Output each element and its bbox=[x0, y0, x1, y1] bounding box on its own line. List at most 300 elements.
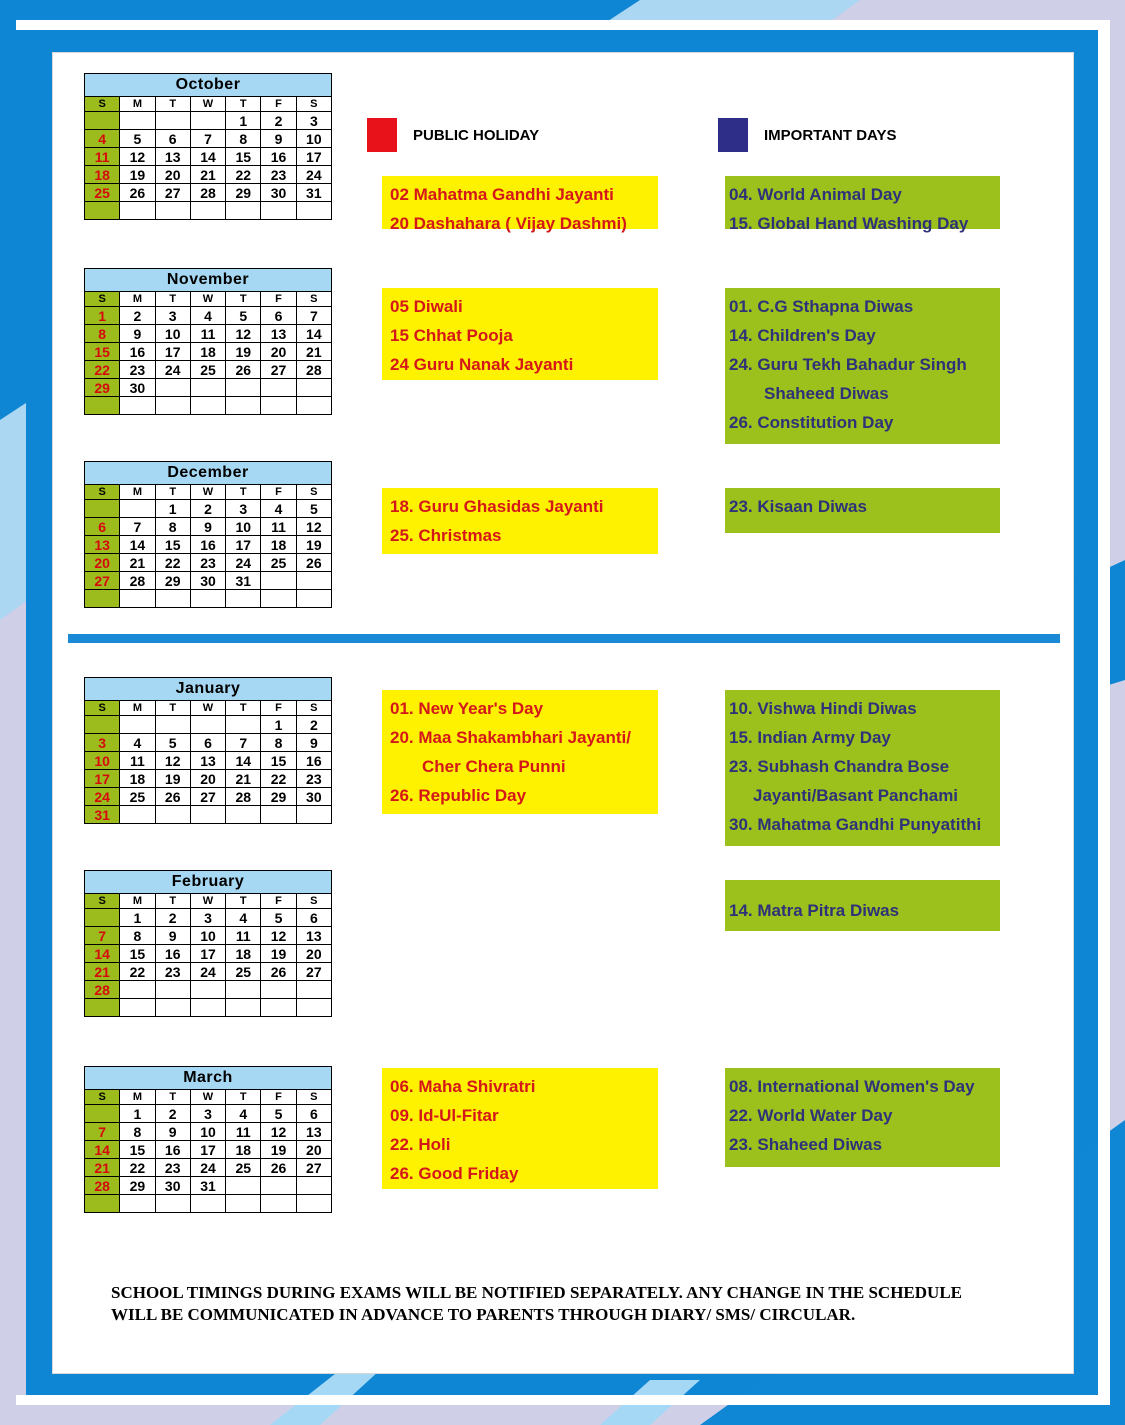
day-cell: 4 bbox=[190, 307, 225, 325]
week-row bbox=[85, 752, 332, 770]
important-day-item: Shaheed Diwas bbox=[764, 384, 889, 403]
holiday-item: 05 Diwali bbox=[390, 297, 463, 316]
holiday-item: 24 Guru Nanak Jayanti bbox=[390, 355, 574, 374]
holiday-item: 18. Guru Ghasidas Jayanti bbox=[390, 497, 604, 516]
day-cell: 13 bbox=[85, 536, 120, 554]
day-cell: 25 bbox=[85, 184, 120, 202]
day-cell bbox=[120, 806, 155, 824]
day-cell: 11 bbox=[226, 1123, 261, 1141]
day-cell: 28 bbox=[85, 1177, 120, 1195]
day-cell: 5 bbox=[296, 500, 331, 518]
day-cell: 7 bbox=[85, 927, 120, 945]
week-row bbox=[85, 1141, 332, 1159]
holiday-item: 02 Mahatma Gandhi Jayanti bbox=[390, 185, 614, 204]
day-cell: 29 bbox=[120, 1177, 155, 1195]
weekday-header: W bbox=[190, 485, 225, 500]
month-title: March bbox=[85, 1067, 332, 1090]
holiday-item: 26. Good Friday bbox=[390, 1164, 519, 1183]
day-cell: 19 bbox=[120, 166, 155, 184]
day-cell: 16 bbox=[155, 945, 190, 963]
day-cell: 26 bbox=[120, 184, 155, 202]
day-cell: 17 bbox=[190, 1141, 225, 1159]
weekday-header: S bbox=[85, 97, 120, 112]
day-cell: 5 bbox=[261, 909, 296, 927]
day-cell: 3 bbox=[85, 734, 120, 752]
weekday-header: M bbox=[120, 292, 155, 307]
day-cell: 6 bbox=[155, 130, 190, 148]
day-cell: 16 bbox=[120, 343, 155, 361]
important-days-box-january bbox=[725, 690, 1000, 846]
day-cell: 10 bbox=[155, 325, 190, 343]
red-swatch-icon bbox=[367, 118, 397, 152]
day-cell bbox=[261, 999, 296, 1017]
day-cell bbox=[85, 397, 120, 415]
day-cell bbox=[190, 981, 225, 999]
day-cell: 6 bbox=[296, 1105, 331, 1123]
section-divider bbox=[68, 634, 1060, 643]
day-cell bbox=[190, 806, 225, 824]
day-cell bbox=[226, 716, 261, 734]
important-days-box-october bbox=[725, 176, 1000, 233]
day-cell bbox=[261, 572, 296, 590]
day-cell: 31 bbox=[190, 1177, 225, 1195]
week-row bbox=[85, 590, 332, 608]
day-cell bbox=[226, 379, 261, 397]
week-row bbox=[85, 148, 332, 166]
day-cell bbox=[120, 981, 155, 999]
holiday-item: 20. Maa Shakambhari Jayanti/ bbox=[390, 728, 631, 747]
important-day-item: 08. International Women's Day bbox=[729, 1077, 975, 1096]
important-day-item: 30. Mahatma Gandhi Punyatithi bbox=[729, 815, 982, 834]
day-cell: 4 bbox=[120, 734, 155, 752]
day-cell: 20 bbox=[155, 166, 190, 184]
day-cell: 24 bbox=[190, 963, 225, 981]
day-cell: 21 bbox=[296, 343, 331, 361]
day-cell: 8 bbox=[85, 325, 120, 343]
day-cell bbox=[190, 202, 225, 220]
day-cell: 31 bbox=[296, 184, 331, 202]
day-cell: 11 bbox=[190, 325, 225, 343]
calendar-october bbox=[84, 73, 332, 220]
day-cell bbox=[85, 500, 120, 518]
day-cell: 25 bbox=[261, 554, 296, 572]
weekday-header: S bbox=[296, 701, 331, 716]
day-cell: 2 bbox=[120, 307, 155, 325]
day-cell: 1 bbox=[226, 112, 261, 130]
important-day-item: 23. Subhash Chandra Bose bbox=[729, 757, 950, 776]
day-cell: 26 bbox=[155, 788, 190, 806]
month-title: October bbox=[85, 74, 332, 97]
day-cell: 12 bbox=[120, 148, 155, 166]
day-cell: 13 bbox=[261, 325, 296, 343]
day-cell: 21 bbox=[120, 554, 155, 572]
day-cell: 28 bbox=[296, 361, 331, 379]
important-day-item: 01. C.G Sthapna Diwas bbox=[729, 297, 914, 316]
day-cell: 17 bbox=[296, 148, 331, 166]
footer-note bbox=[111, 1282, 1031, 1326]
legend-public-holiday bbox=[367, 118, 539, 152]
week-row bbox=[85, 518, 332, 536]
weekday-header: S bbox=[85, 1090, 120, 1105]
week-row bbox=[85, 166, 332, 184]
weekday-header: T bbox=[155, 292, 190, 307]
day-cell: 12 bbox=[261, 1123, 296, 1141]
day-cell: 30 bbox=[261, 184, 296, 202]
footer-note-line-2: WILL BE COMMUNICATED IN ADVANCE TO PARENTS THROUGH DIARY/ SMS/ CIRCULAR. bbox=[111, 1305, 856, 1324]
month-title: January bbox=[85, 678, 332, 701]
day-cell: 10 bbox=[226, 518, 261, 536]
calendar-november bbox=[84, 268, 332, 415]
weekday-header: S bbox=[85, 701, 120, 716]
week-row bbox=[85, 927, 332, 945]
weekday-header: T bbox=[155, 97, 190, 112]
day-cell: 7 bbox=[120, 518, 155, 536]
day-cell: 9 bbox=[190, 518, 225, 536]
day-cell: 6 bbox=[261, 307, 296, 325]
day-cell bbox=[85, 716, 120, 734]
legend-label-public-holiday: PUBLIC HOLIDAY bbox=[413, 126, 540, 144]
holiday-item: 25. Christmas bbox=[390, 526, 502, 545]
day-cell: 9 bbox=[120, 325, 155, 343]
day-cell: 10 bbox=[296, 130, 331, 148]
weekday-header: F bbox=[261, 701, 296, 716]
weekday-header: S bbox=[85, 485, 120, 500]
weekday-header: T bbox=[226, 97, 261, 112]
day-cell: 14 bbox=[120, 536, 155, 554]
holiday-item: 26. Republic Day bbox=[390, 786, 527, 805]
day-cell: 27 bbox=[85, 572, 120, 590]
weekday-header: M bbox=[120, 97, 155, 112]
important-day-item: 04. World Animal Day bbox=[729, 185, 902, 204]
day-cell bbox=[296, 806, 331, 824]
day-cell: 22 bbox=[226, 166, 261, 184]
day-cell: 7 bbox=[296, 307, 331, 325]
important-day-item: 24. Guru Tekh Bahadur Singh bbox=[729, 355, 967, 374]
legend-important-days bbox=[718, 118, 897, 152]
important-day-item: 26. Constitution Day bbox=[729, 413, 894, 432]
day-cell: 11 bbox=[85, 148, 120, 166]
holidays-box-october bbox=[382, 176, 658, 233]
day-cell: 28 bbox=[85, 981, 120, 999]
day-cell: 29 bbox=[155, 572, 190, 590]
day-cell: 1 bbox=[120, 909, 155, 927]
day-cell: 24 bbox=[155, 361, 190, 379]
day-cell bbox=[120, 500, 155, 518]
week-row bbox=[85, 361, 332, 379]
weekday-header: F bbox=[261, 485, 296, 500]
weekday-header: T bbox=[155, 485, 190, 500]
day-cell: 18 bbox=[85, 166, 120, 184]
holidays-box-january bbox=[382, 690, 658, 814]
day-cell: 5 bbox=[155, 734, 190, 752]
holiday-item: 22. Holi bbox=[390, 1135, 451, 1154]
important-days-box-november bbox=[725, 288, 1000, 444]
weekday-header: F bbox=[261, 1090, 296, 1105]
day-cell: 8 bbox=[226, 130, 261, 148]
day-cell: 15 bbox=[120, 945, 155, 963]
day-cell: 19 bbox=[296, 536, 331, 554]
day-cell: 22 bbox=[85, 361, 120, 379]
week-row bbox=[85, 945, 332, 963]
month-title: February bbox=[85, 871, 332, 894]
day-cell: 19 bbox=[261, 1141, 296, 1159]
day-cell: 26 bbox=[261, 963, 296, 981]
week-row bbox=[85, 1123, 332, 1141]
day-cell: 2 bbox=[155, 909, 190, 927]
day-cell: 18 bbox=[190, 343, 225, 361]
day-cell: 7 bbox=[190, 130, 225, 148]
calendar-february bbox=[84, 870, 332, 1017]
day-cell bbox=[296, 572, 331, 590]
week-row bbox=[85, 999, 332, 1017]
day-cell bbox=[120, 112, 155, 130]
day-cell: 22 bbox=[261, 770, 296, 788]
day-cell bbox=[261, 806, 296, 824]
day-cell: 15 bbox=[155, 536, 190, 554]
day-cell: 30 bbox=[120, 379, 155, 397]
day-cell: 4 bbox=[226, 909, 261, 927]
day-cell bbox=[85, 999, 120, 1017]
day-cell: 24 bbox=[296, 166, 331, 184]
weekday-header: T bbox=[226, 485, 261, 500]
week-row bbox=[85, 343, 332, 361]
day-cell bbox=[226, 806, 261, 824]
day-cell: 14 bbox=[85, 1141, 120, 1159]
weekday-header: T bbox=[155, 701, 190, 716]
day-cell: 8 bbox=[155, 518, 190, 536]
day-cell bbox=[155, 1195, 190, 1213]
day-cell: 27 bbox=[190, 788, 225, 806]
day-cell: 23 bbox=[190, 554, 225, 572]
day-cell: 25 bbox=[226, 1159, 261, 1177]
weekday-header: S bbox=[296, 894, 331, 909]
day-cell: 21 bbox=[85, 1159, 120, 1177]
day-cell: 4 bbox=[85, 130, 120, 148]
day-cell bbox=[120, 202, 155, 220]
important-days-box-february bbox=[725, 880, 1000, 931]
day-cell: 5 bbox=[261, 1105, 296, 1123]
day-cell: 12 bbox=[226, 325, 261, 343]
important-day-item: 10. Vishwa Hindi Diwas bbox=[729, 699, 917, 718]
week-row bbox=[85, 572, 332, 590]
weekday-header: S bbox=[85, 894, 120, 909]
day-cell: 3 bbox=[190, 1105, 225, 1123]
day-cell: 9 bbox=[296, 734, 331, 752]
day-cell: 14 bbox=[190, 148, 225, 166]
weekday-header: M bbox=[120, 894, 155, 909]
weekday-header: F bbox=[261, 894, 296, 909]
day-cell bbox=[155, 590, 190, 608]
day-cell: 6 bbox=[296, 909, 331, 927]
week-row bbox=[85, 554, 332, 572]
day-cell: 27 bbox=[296, 1159, 331, 1177]
day-cell: 18 bbox=[261, 536, 296, 554]
day-cell: 11 bbox=[120, 752, 155, 770]
legend-label-important-days: IMPORTANT DAYS bbox=[764, 126, 897, 144]
day-cell bbox=[155, 202, 190, 220]
day-cell bbox=[120, 716, 155, 734]
day-cell bbox=[155, 379, 190, 397]
weekday-header: S bbox=[296, 485, 331, 500]
day-cell bbox=[190, 590, 225, 608]
day-cell: 7 bbox=[85, 1123, 120, 1141]
day-cell: 18 bbox=[226, 1141, 261, 1159]
weekday-header: M bbox=[120, 1090, 155, 1105]
week-row bbox=[85, 379, 332, 397]
important-day-item: 23. Shaheed Diwas bbox=[729, 1135, 883, 1154]
week-row bbox=[85, 397, 332, 415]
day-cell: 11 bbox=[261, 518, 296, 536]
month-title: November bbox=[85, 269, 332, 292]
day-cell: 13 bbox=[296, 927, 331, 945]
day-cell: 20 bbox=[296, 945, 331, 963]
day-cell bbox=[226, 590, 261, 608]
weekday-header: W bbox=[190, 97, 225, 112]
day-cell bbox=[120, 397, 155, 415]
week-row bbox=[85, 981, 332, 999]
day-cell: 14 bbox=[85, 945, 120, 963]
day-cell bbox=[155, 397, 190, 415]
day-cell bbox=[226, 1177, 261, 1195]
weekday-header: W bbox=[190, 701, 225, 716]
important-days-box-december bbox=[725, 488, 1000, 533]
day-cell: 17 bbox=[155, 343, 190, 361]
weekday-header: W bbox=[190, 894, 225, 909]
day-cell: 2 bbox=[261, 112, 296, 130]
day-cell: 1 bbox=[155, 500, 190, 518]
day-cell: 10 bbox=[85, 752, 120, 770]
day-cell bbox=[296, 999, 331, 1017]
weekday-header: S bbox=[296, 1090, 331, 1105]
day-cell bbox=[85, 1195, 120, 1213]
important-day-item: 22. World Water Day bbox=[729, 1106, 893, 1125]
day-cell: 30 bbox=[296, 788, 331, 806]
weekday-header: S bbox=[296, 97, 331, 112]
day-cell bbox=[190, 716, 225, 734]
day-cell bbox=[120, 1195, 155, 1213]
calendar-december bbox=[84, 461, 332, 608]
day-cell bbox=[155, 806, 190, 824]
important-day-item: 15. Global Hand Washing Day bbox=[729, 214, 969, 233]
week-row bbox=[85, 734, 332, 752]
weekday-header: T bbox=[155, 894, 190, 909]
day-cell: 1 bbox=[120, 1105, 155, 1123]
day-cell bbox=[296, 202, 331, 220]
day-cell bbox=[296, 1195, 331, 1213]
day-cell: 15 bbox=[85, 343, 120, 361]
day-cell: 9 bbox=[261, 130, 296, 148]
holidays-box-november bbox=[382, 288, 658, 380]
day-cell: 23 bbox=[155, 963, 190, 981]
day-cell: 20 bbox=[261, 343, 296, 361]
week-row bbox=[85, 716, 332, 734]
day-cell bbox=[190, 397, 225, 415]
day-cell bbox=[296, 981, 331, 999]
day-cell: 22 bbox=[120, 963, 155, 981]
footer-note-line-1: SCHOOL TIMINGS DURING EXAMS WILL BE NOTIFIED SEPARATELY. ANY CHANGE IN THE SCHEDULE bbox=[111, 1283, 962, 1302]
weekday-header: T bbox=[226, 894, 261, 909]
day-cell: 11 bbox=[226, 927, 261, 945]
day-cell: 9 bbox=[155, 927, 190, 945]
day-cell: 23 bbox=[120, 361, 155, 379]
day-cell: 17 bbox=[85, 770, 120, 788]
day-cell: 6 bbox=[85, 518, 120, 536]
day-cell: 3 bbox=[226, 500, 261, 518]
holiday-item: 09. Id-Ul-Fitar bbox=[390, 1106, 499, 1125]
day-cell: 24 bbox=[226, 554, 261, 572]
day-cell: 10 bbox=[190, 927, 225, 945]
week-row bbox=[85, 1177, 332, 1195]
day-cell: 21 bbox=[190, 166, 225, 184]
day-cell: 16 bbox=[261, 148, 296, 166]
month-title: December bbox=[85, 462, 332, 485]
day-cell bbox=[261, 590, 296, 608]
day-cell bbox=[226, 397, 261, 415]
day-cell: 29 bbox=[85, 379, 120, 397]
day-cell bbox=[85, 202, 120, 220]
weekday-header: S bbox=[296, 292, 331, 307]
week-row bbox=[85, 307, 332, 325]
day-cell bbox=[261, 379, 296, 397]
calendar-march bbox=[84, 1066, 332, 1213]
blue-swatch-icon bbox=[718, 118, 748, 152]
week-row bbox=[85, 909, 332, 927]
weekday-header: T bbox=[226, 1090, 261, 1105]
weekday-header: T bbox=[226, 292, 261, 307]
day-cell bbox=[296, 1177, 331, 1195]
day-cell: 29 bbox=[226, 184, 261, 202]
holiday-item: Cher Chera Punni bbox=[422, 757, 566, 776]
week-row bbox=[85, 500, 332, 518]
weekday-header: M bbox=[120, 701, 155, 716]
day-cell: 22 bbox=[120, 1159, 155, 1177]
day-cell: 15 bbox=[261, 752, 296, 770]
weekday-header: T bbox=[226, 701, 261, 716]
day-cell: 10 bbox=[190, 1123, 225, 1141]
day-cell: 13 bbox=[296, 1123, 331, 1141]
day-cell: 26 bbox=[226, 361, 261, 379]
day-cell: 23 bbox=[155, 1159, 190, 1177]
day-cell: 8 bbox=[120, 1123, 155, 1141]
day-cell bbox=[261, 981, 296, 999]
day-cell: 2 bbox=[296, 716, 331, 734]
day-cell: 28 bbox=[226, 788, 261, 806]
day-cell bbox=[85, 1105, 120, 1123]
week-row bbox=[85, 325, 332, 343]
day-cell bbox=[85, 590, 120, 608]
week-row bbox=[85, 806, 332, 824]
week-row bbox=[85, 1105, 332, 1123]
important-day-item: 23. Kisaan Diwas bbox=[729, 497, 867, 516]
week-row bbox=[85, 536, 332, 554]
day-cell: 2 bbox=[155, 1105, 190, 1123]
day-cell bbox=[85, 112, 120, 130]
day-cell: 12 bbox=[296, 518, 331, 536]
day-cell: 27 bbox=[296, 963, 331, 981]
day-cell bbox=[120, 590, 155, 608]
important-day-item: 14. Matra Pitra Diwas bbox=[729, 901, 900, 920]
weekday-header: T bbox=[155, 1090, 190, 1105]
day-cell: 25 bbox=[226, 963, 261, 981]
day-cell: 16 bbox=[190, 536, 225, 554]
day-cell: 30 bbox=[155, 1177, 190, 1195]
day-cell: 26 bbox=[296, 554, 331, 572]
day-cell bbox=[190, 1195, 225, 1213]
day-cell: 22 bbox=[155, 554, 190, 572]
day-cell: 29 bbox=[261, 788, 296, 806]
day-cell: 17 bbox=[190, 945, 225, 963]
day-cell bbox=[226, 202, 261, 220]
